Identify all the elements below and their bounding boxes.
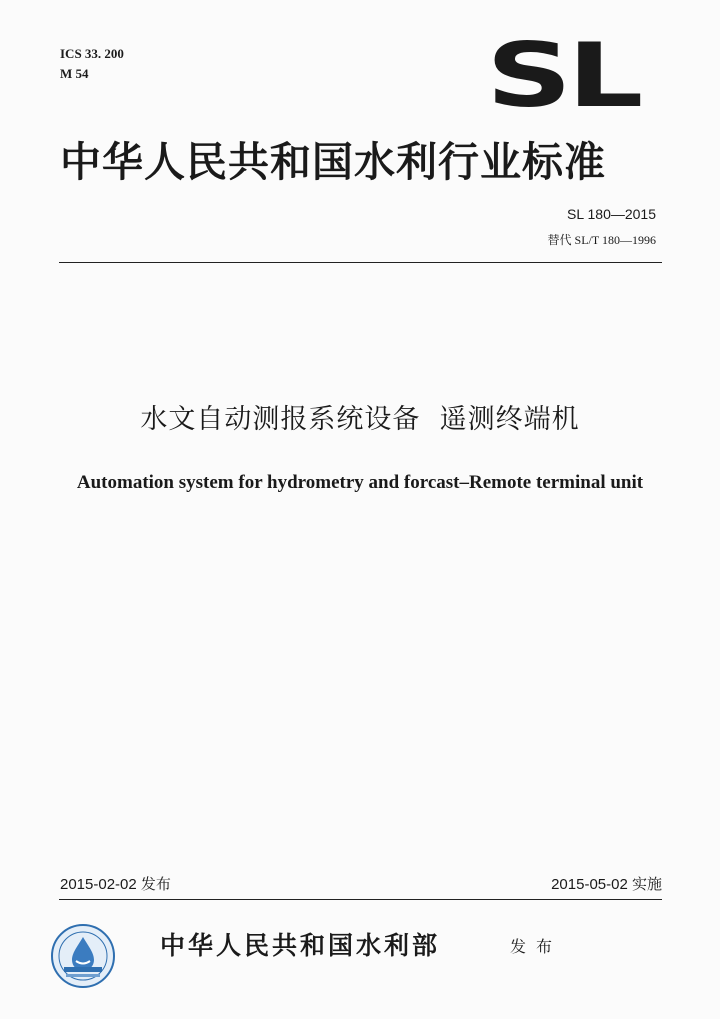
document-title-chinese: 水文自动测报系统设备 遥测终端机 xyxy=(140,404,580,435)
anti-counterfeit-seal-icon xyxy=(50,923,116,989)
issue-date: 2015-02-02 发布 xyxy=(60,876,171,893)
sl-logo: SL xyxy=(486,24,639,128)
document-title-english: Automation system for hydrometry and forcast–Remote terminal unit xyxy=(76,472,644,493)
standard-number: SL 180—2015 xyxy=(567,206,656,222)
industry-standard-title: 中华人民共和国水利行业标准 xyxy=(60,138,606,186)
ics-code: ICS 33. 200 xyxy=(60,46,124,61)
footer-divider xyxy=(59,899,662,900)
issue-label: 发布 xyxy=(510,937,563,956)
ccs-code: M 54 xyxy=(60,66,89,81)
header-divider xyxy=(59,262,662,263)
classification-codes xyxy=(60,44,124,84)
implementation-date: 2015-05-02 实施 xyxy=(551,876,662,893)
replaced-standard: 替代 SL/T 180—1996 xyxy=(547,233,656,247)
issuing-authority: 中华人民共和国水利部 xyxy=(160,931,441,960)
